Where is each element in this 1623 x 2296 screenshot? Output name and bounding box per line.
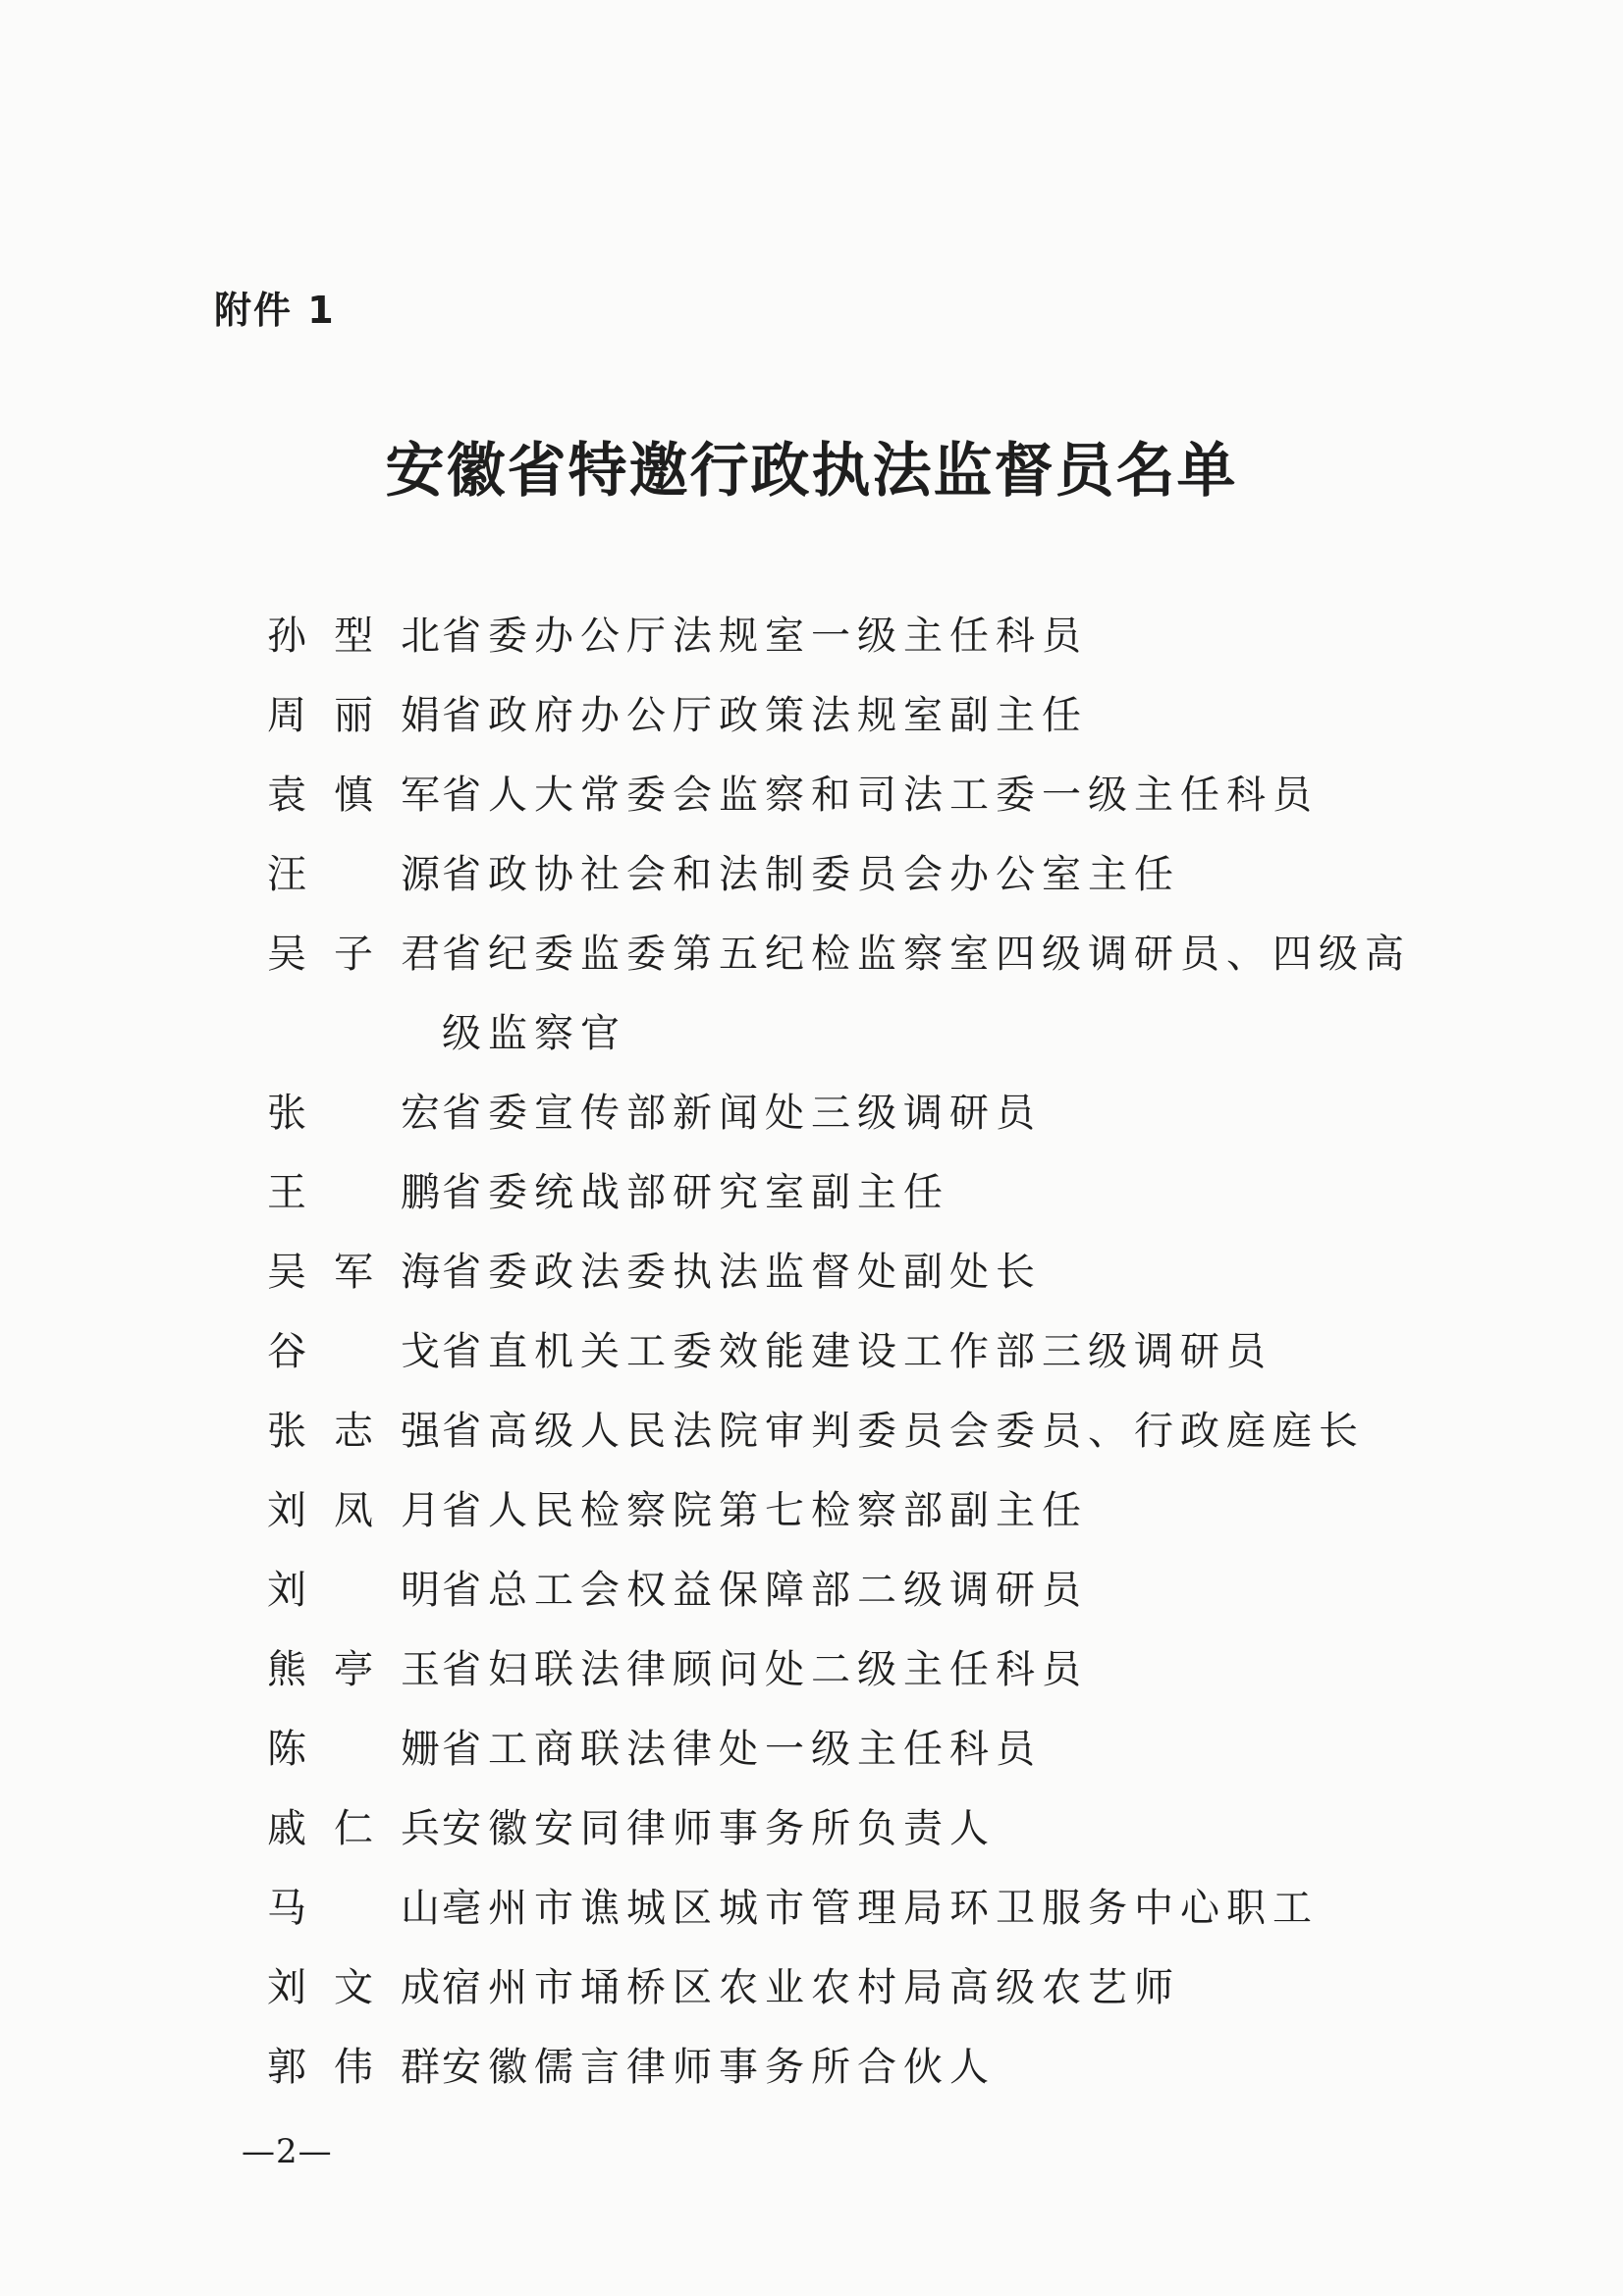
member-name: 刘凤月: [267, 1488, 442, 1533]
member-row: [267, 676, 1426, 756]
member-role: 省委办公厅法规室一级主任科员: [442, 614, 1088, 659]
member-row: [267, 1710, 1426, 1789]
member-name: 刘文成: [267, 1965, 442, 2010]
member-row: [267, 756, 1426, 835]
member-name: 张宏: [267, 1091, 442, 1136]
member-name: 郭伟群: [267, 2045, 442, 2090]
member-role: 省纪委监委第五纪检监察室四级调研员、四级高级监察官: [442, 932, 1411, 1056]
member-role: 省人大常委会监察和司法工委一级主任科员: [442, 773, 1319, 818]
member-role: 省政协社会和法制委员会办公室主任: [442, 852, 1180, 897]
member-name: 吴军海: [267, 1250, 442, 1295]
member-name: 周丽娟: [267, 693, 442, 738]
member-row: [267, 1074, 1426, 1153]
member-row: [267, 835, 1426, 915]
member-role: 安徽安同律师事务所负责人: [442, 1806, 996, 1851]
member-role: 省人民检察院第七检察部副主任: [442, 1488, 1088, 1533]
member-row: [267, 597, 1426, 676]
member-row: [267, 2028, 1426, 2108]
member-row: [267, 915, 1426, 1074]
member-role: 省委统战部研究室副主任: [442, 1170, 949, 1215]
member-row: [267, 1233, 1426, 1312]
member-role: 省政府办公厅政策法规室副主任: [442, 693, 1088, 738]
member-row: [267, 1551, 1426, 1630]
member-row: [267, 1392, 1426, 1471]
member-name: 陈姗: [267, 1727, 442, 1772]
member-role: 省工商联法律处一级主任科员: [442, 1727, 1042, 1772]
member-role: 省直机关工委效能建设工作部三级调研员: [442, 1329, 1272, 1374]
member-row: [267, 1869, 1426, 1949]
member-row: [267, 1949, 1426, 2028]
member-name: 王鹏: [267, 1170, 442, 1215]
member-list: [267, 597, 1426, 2108]
member-name: 马山: [267, 1886, 442, 1931]
member-name: 孙型北: [267, 614, 442, 659]
member-row: [267, 1471, 1426, 1551]
member-name: 吴子君: [267, 932, 442, 977]
page-title: 安徽省特邀行政执法监督员名单: [385, 437, 1238, 506]
member-name: 刘明: [267, 1568, 442, 1613]
member-name: 谷戈: [267, 1329, 442, 1374]
page-number: —2—: [242, 2132, 333, 2171]
member-name: 熊亭玉: [267, 1647, 442, 1692]
member-role: 省委政法委执法监督处副处长: [442, 1250, 1042, 1295]
member-role: 省高级人民法院审判委员会委员、行政庭庭长: [442, 1409, 1365, 1454]
member-row: [267, 1630, 1426, 1710]
member-row: [267, 1789, 1426, 1869]
member-name: 张志强: [267, 1409, 442, 1454]
member-role: 省妇联法律顾问处二级主任科员: [442, 1647, 1088, 1692]
member-role: 省委宣传部新闻处三级调研员: [442, 1091, 1042, 1136]
member-name: 袁慎军: [267, 773, 442, 818]
member-row: [267, 1312, 1426, 1392]
member-role: 宿州市埇桥区农业农村局高级农艺师: [442, 1965, 1180, 2010]
member-role: 安徽儒言律师事务所合伙人: [442, 2045, 996, 2090]
member-name: 戚仁兵: [267, 1806, 442, 1851]
attachment-label: 附件 1: [214, 289, 336, 332]
member-role: 亳州市谯城区城市管理局环卫服务中心职工: [442, 1886, 1319, 1931]
member-row: [267, 1153, 1426, 1233]
member-name: 汪源: [267, 852, 442, 897]
member-role: 省总工会权益保障部二级调研员: [442, 1568, 1088, 1613]
